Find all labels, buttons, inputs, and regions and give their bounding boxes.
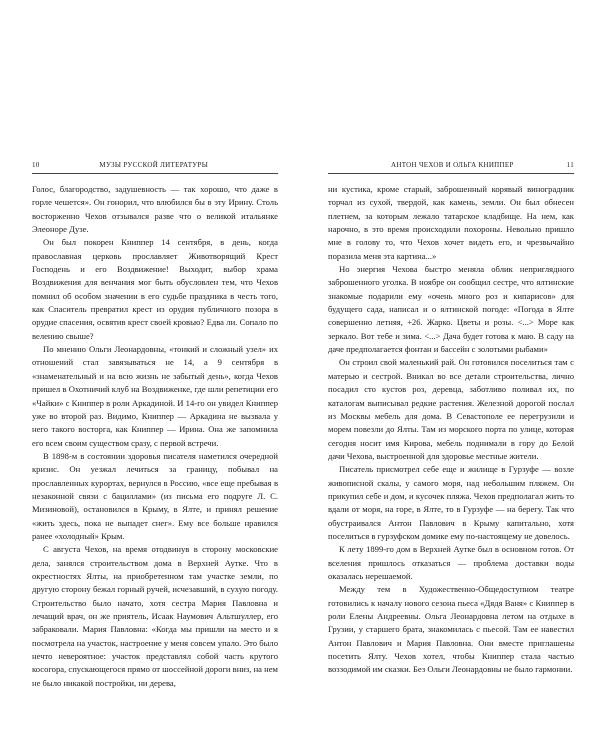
right-paragraph-5: К лету 1899-го дом в Верхней Аутке был в основном готов. От вселения пришлось отказаться — проблема доставки воды оказалась нерешаемой.: [328, 544, 574, 581]
left-paragraph-4: В 1898-м в состоянии здоровья писателя наметился очередной кризис. Он уезжал лечиться за границу, побывал на прославленных курортах, вернулся в Россию, «все еще пребывая в незаконной связи с бациллами» (из письма его подруге Л. С. Мизиновой), остановился в Крыму, в Ялте, и принял решение «жить здесь, пока не выпадет снег». Ему все больше нравился ранее «холодный» Крым.: [32, 450, 278, 541]
right-page: [328, 161, 574, 701]
right-page-number: 11: [566, 161, 574, 169]
right-paragraph-1: ни кустика, кроме старый, заброшенный корявый виноградник торчал из сухой, твердой, как камень, земли. Он был обнесен плетнем, за которым лежало татарское кладбище. На нем, как нарочно, в это время происходили похороны. Невольно пришло мне в голову то, что Чехов хочет видеть его, и чрезвычайно поразила меня эта картина...»: [328, 184, 574, 261]
right-paragraph-4: Писатель присмотрел себе еще и жилище в Гурзуфе — возле живописной скалы, у самого моря, над небольшим пляжем. Он прикупил себе и дом, и кусочек пляжа. Чехов предполагал жить то вдали от моря, на горе, в Ялте, то в Гурзуфе — на берегу. Так что обустраивался Антон Павлович в Крыму капитально, хотя поселиться в гурзуфском домике ему по-настоящему не довелось.: [328, 464, 574, 541]
left-paragraph-1: Голос, благородство, задушевность — так хорошо, что даже в горле чешется». Он гонорил, что влюбился бы в эту Ирину. Столь восторженно Чехов отзывался разве что о великой итальянке Элеоноре Дузе.: [32, 184, 278, 235]
left-paragraph-3: По мнению Ольги Леонардовны, «тонкий и сложный узел» их отношений стал завязываться не 14, а 9 сентября в «знаменательный и на всю жизнь не забытый день», когда Чехов пришел в Охотничий клуб на Воздвиженке, где шли репетиции его «Чайки» с Книппер в роли Аркадиной. И 14-го он увидел Книппер уже во второй раз. Видимо, Книппер — Аркадина не вызвала у него такого восторга, как Книппер — Ирина. Она же запомнила его всем своим существом сразу, с первой встречи.: [32, 344, 278, 448]
right-paragraph-2: Но энергия Чехова быстро меняла облик неприглядного заброшенного уголка. В ноябре он сообщил сестре, что ялтинские знакомые подарили ему «очень много роз и кипарисов» для будущего сада, написал и о ялтинской погоде: «Погода в Ялте совершенно летняя, +26. Жарко. Цветы и розы. <...> Море как зеркало. Вот тебе и зима. <...> Дача будет готова к маю. В саду на даче предполагается фонтан и бассейн с золотыми рыбами»: [328, 264, 574, 355]
right-paragraph-3: Он строил свой маленький рай. Он готовился поселиться там с матерью и сестрой. Вникал во все детали строительства, лично посадил сто кустов роз, деревца, заботливо поливал их, по каталогам выписывал редкие растения. Железной дорогой послал из Москвы мебель для дома. В Севастополе ее перегрузили и морем повезли до Ялты. Там из морского порта по улице, которая сегодня носит имя Кирова, мебель поднимали в гору до Белой дачи Чехова, выстроенной для здоровье местные жители.: [328, 357, 574, 461]
right-paragraph-6: Между тем в Художественно-Общедоступном театре готовились к началу нового сезона пьеса «Дядя Ваня» с Книппер в роли Елены Андреевны. Ольга Леонардовна летом на отдыхе в Грузии, у старшего брата, знакомилась с пьесой. Там ее навестил Антон Павлович и Мария Павловна. Они вместе приглашены посетить Ялту. Чехов хотел, чтобы Книппер стала частью воззодимой им сказки. Без Ольги Леонардовны не было гармонии.: [328, 584, 574, 675]
left-running-title: МУЗЫ РУССКОЙ ЛИТЕРАТУРЫ: [99, 161, 209, 169]
left-paragraph-2: Он был покорен Книппер 14 сентября, в день, когда православная церковь прославляет Животворящий Крест Господень и его Воздвижение! Выходит, выбор храма Воздвижения для венчания мог быть обусловлен тем, что Чехов помнил об особом значении в его судьбе праздника в честь того, как Спаситель превратил крест из орудия публичного позора в орудие спасения, освятив крест своей кровью? Едва ли. Сопало по велению свыше?: [32, 237, 278, 341]
left-paragraph-5: С августа Чехов, на время отодвинув в сторону московские дела, занялся строительством дома в Верхней Аутке. Что в окрестностях Ялты, на приобретенном там участке земли, по другую сторону бежал горный ручей, исчезавший, в сухую погоду. Строительство было начато, хотя сестра Мария Павловна и лечащий врач, он же приятель, Исаак Наумович Альтшуллер, его забраковали. Мария Павловна: «Когда мы пришли на место и я посмотрела на участок, настроение у меня совсем упало. Это было нечто невероятное: участок представлял собой часть крутого косогора, спускающегося прямо от шоссейной дороги вниз, на нем не было никакой постройки, ни дерева,: [32, 544, 278, 688]
right-running-header: [328, 161, 574, 174]
left-page-number: 10: [32, 161, 40, 169]
right-running-title: АНТОН ЧЕХОВ И ОЛЬГА КНИППЕР: [390, 161, 514, 169]
left-page: [32, 161, 278, 701]
left-running-header: [32, 161, 278, 174]
